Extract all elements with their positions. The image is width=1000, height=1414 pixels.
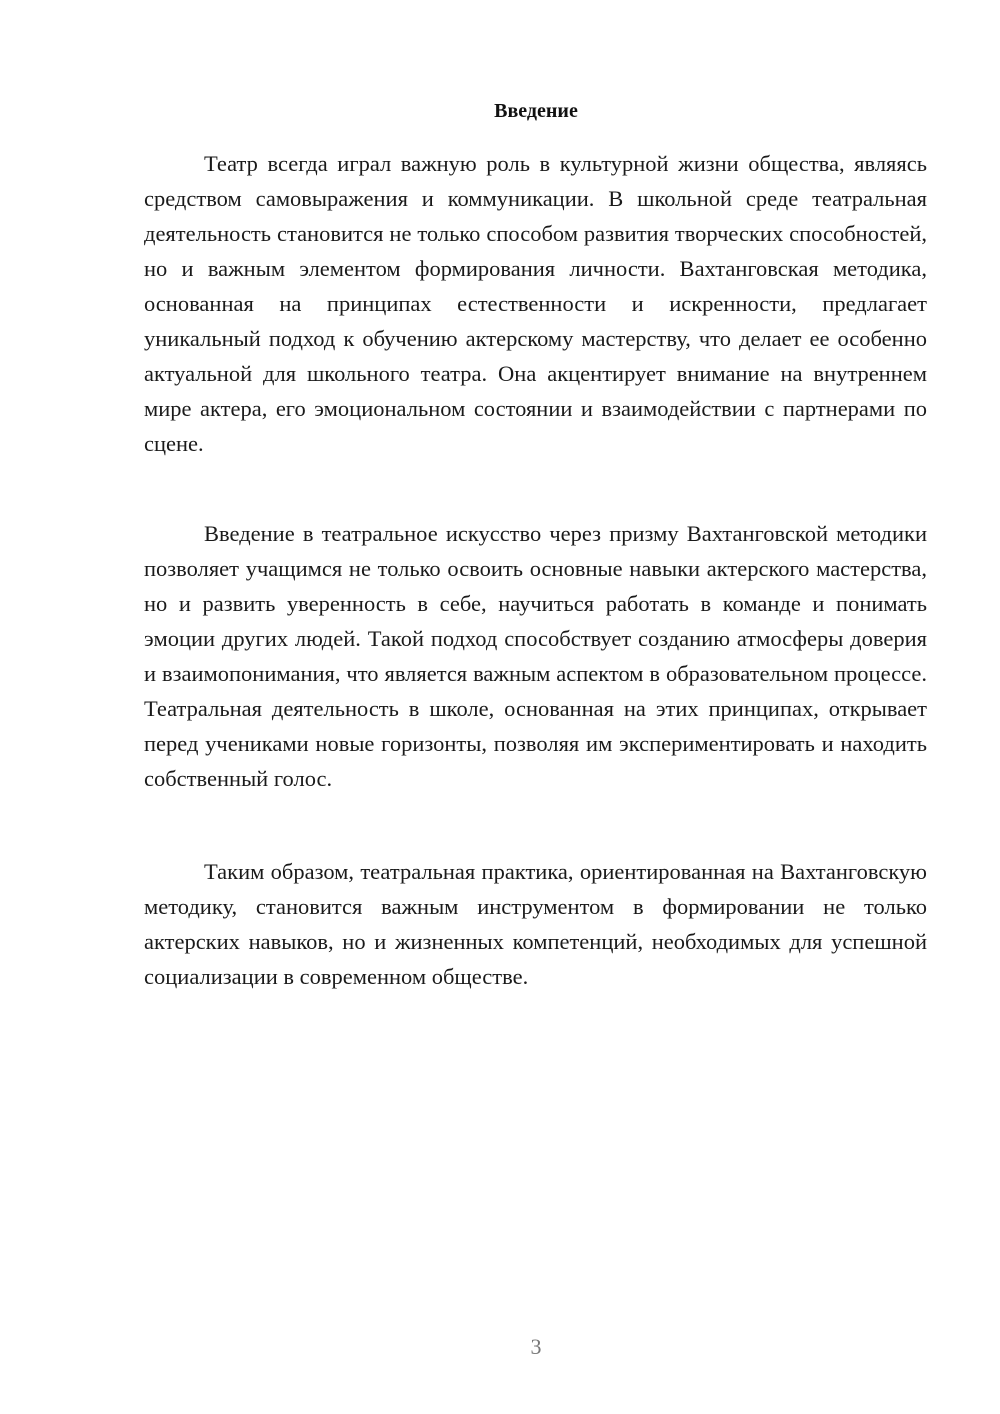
paragraph: Таким образом, театральная практика, ориентированная на Вахтанговскую методику, становится важным инструментом в формировании не только актерских навыков, но и жизненных компетенций, необходимых для успешной социализации в современном обществе. [144, 859, 927, 989]
paragraph-2-container [144, 516, 927, 796]
paragraph: Введение в театральное искусство через призму Вахтанговской методики позволяет учащимся не только освоить основные навыки актерского мастерства, но и развить уверенность в себе, научиться работать в команде и понимать эмоции других людей. Такой подход способствует созданию атмосферы доверия и взаимопонимания, что является важным аспектом в образовательном процессе. Театральная деятельность в школе, основанная на этих принципах, открывает перед учениками новые горизонты, позволяя им экспериментировать и находить собственный голос. [144, 521, 927, 791]
page-number: 3 [530, 1334, 542, 1359]
paragraph: Театр всегда играл важную роль в культурной жизни общества, являясь средством самовыражения и коммуникации. В школьной среде театральная деятельность становится не только способом развития творческих способностей, но и важным элементом формирования личности. Вахтанговская методика, основанная на принципах естественности и искренности, предлагает уникальный подход к обучению актерскому мастерству, что делает ее особенно актуальной для школьного театра. Она акцентирует внимание на внутреннем мире актера, его эмоциональном состоянии и взаимодействии с партнерами по сцене. [144, 151, 927, 456]
paragraph-3-container [144, 854, 927, 994]
paragraph-1-container [144, 146, 927, 461]
section-heading: Введение [494, 100, 578, 122]
